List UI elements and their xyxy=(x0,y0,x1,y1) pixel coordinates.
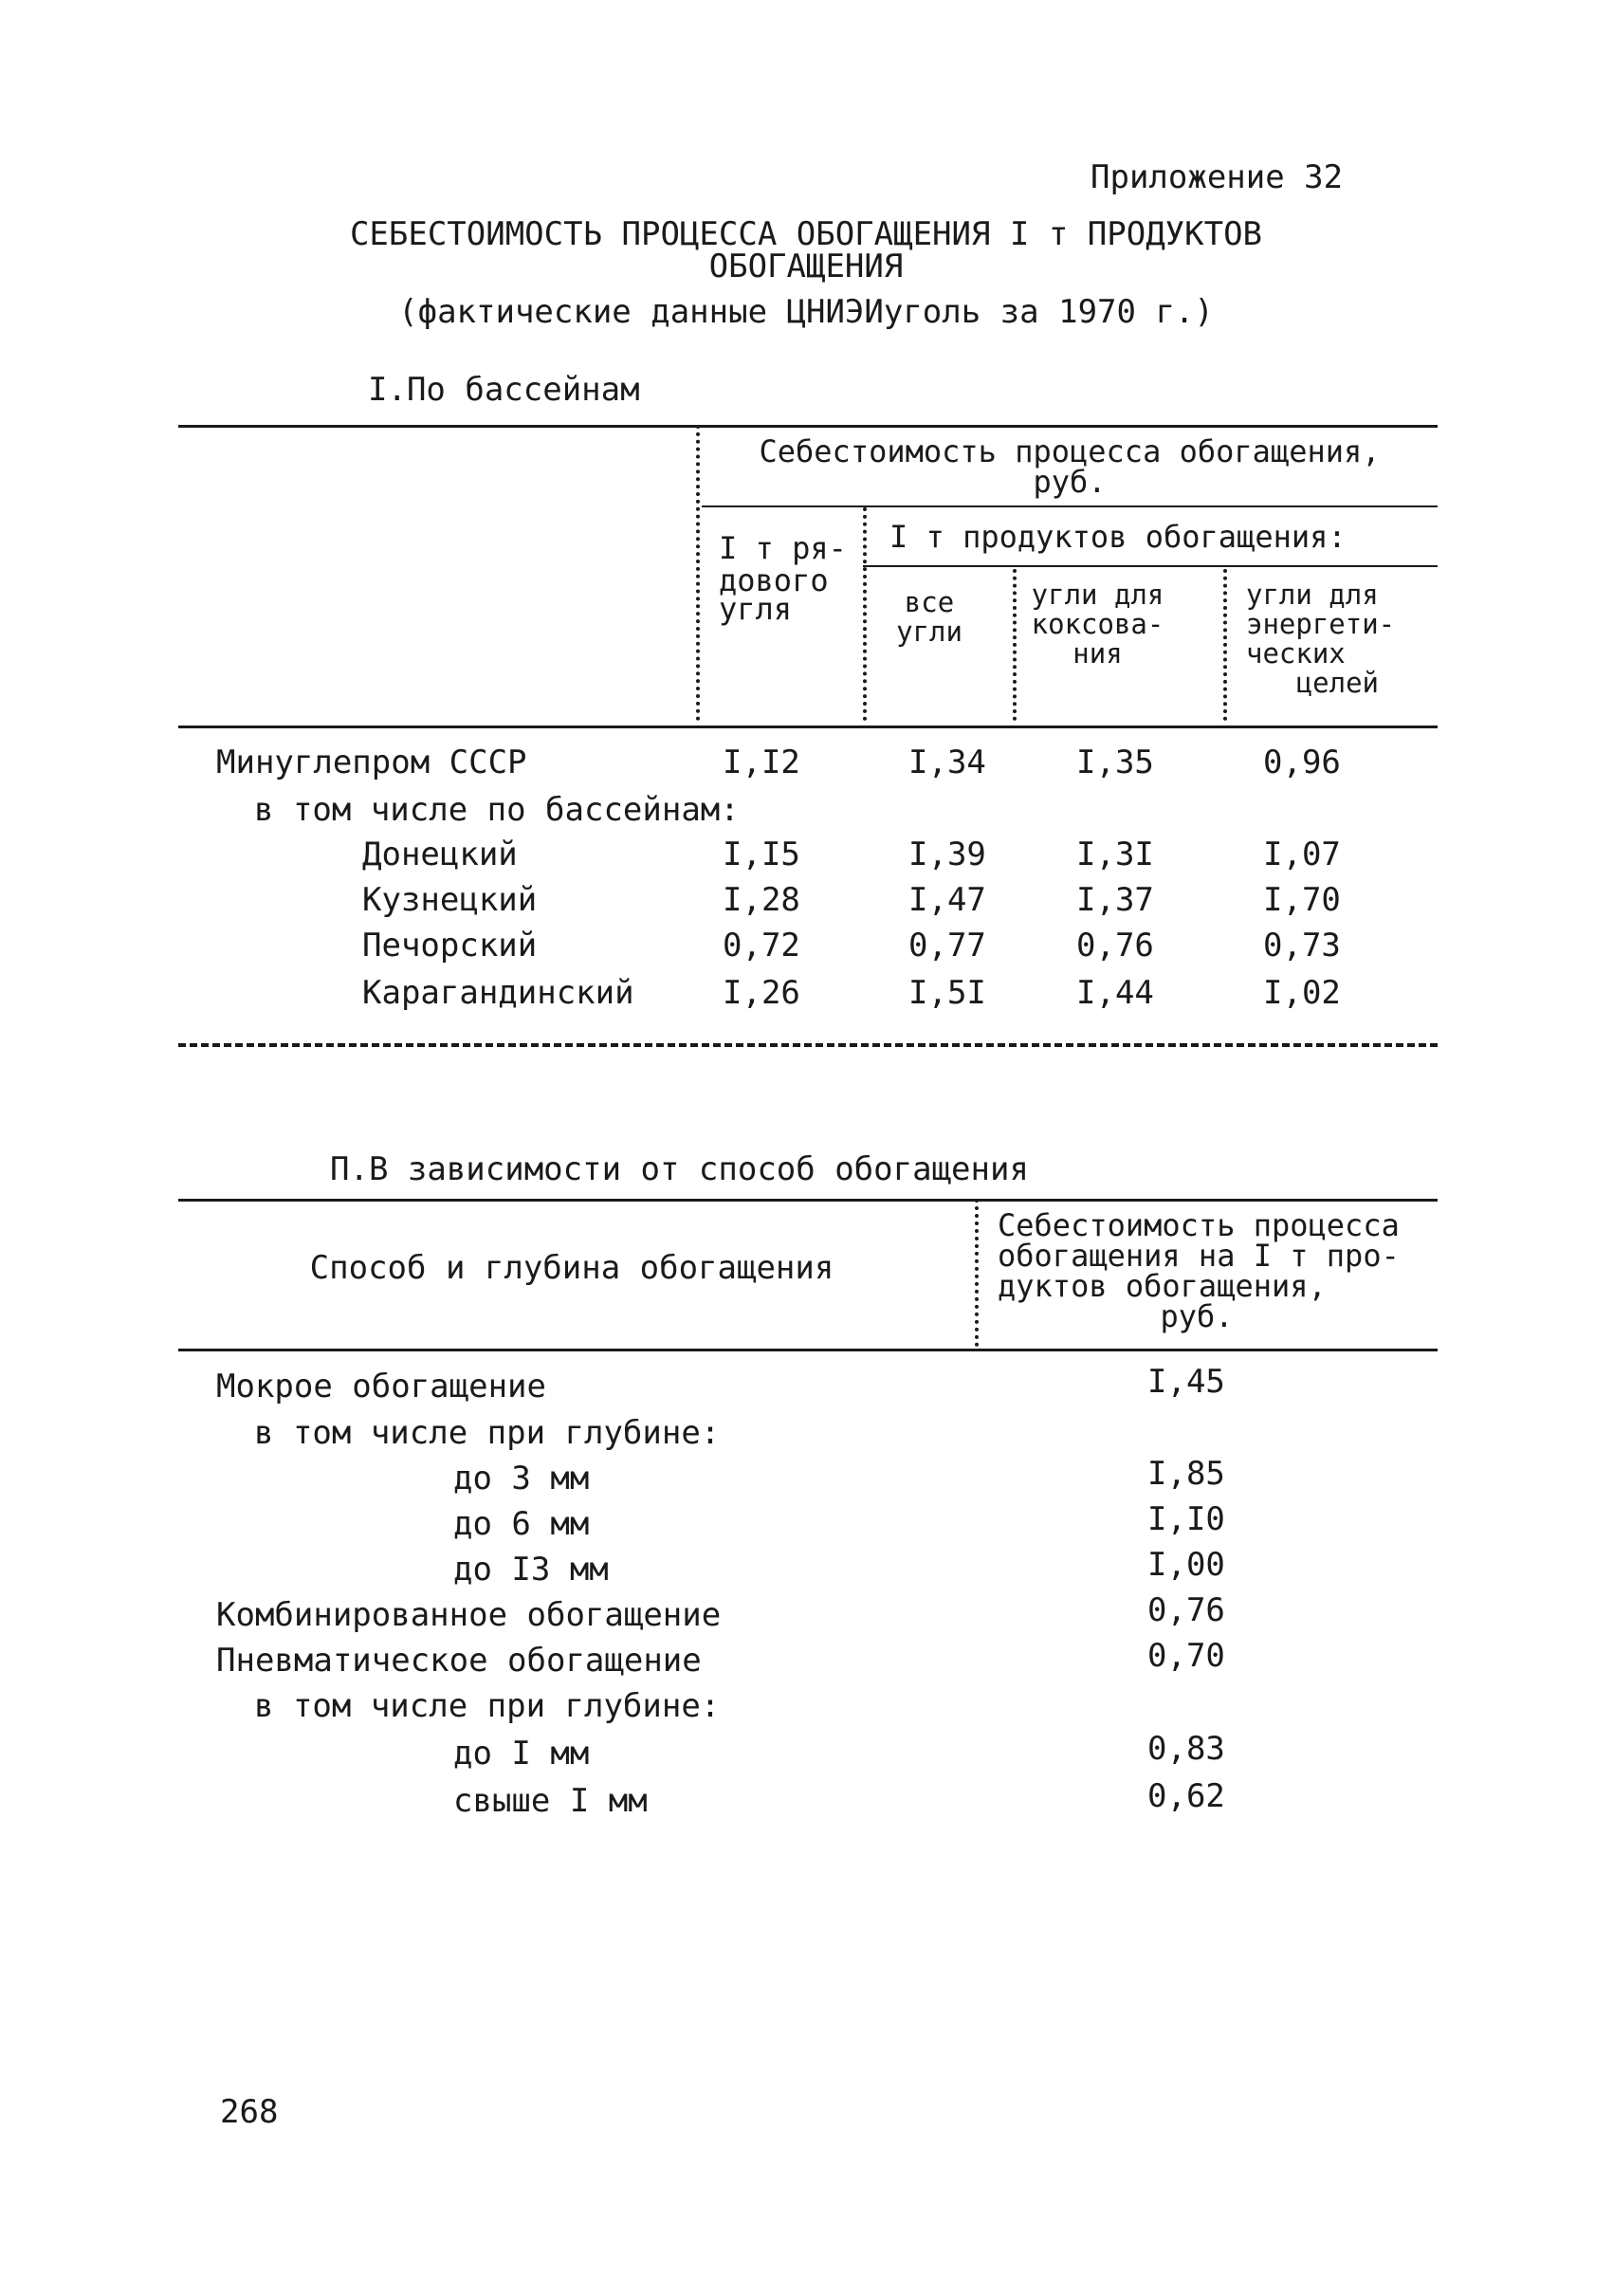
table1-separator-3 xyxy=(1013,569,1017,721)
table2-cell: 0,76 xyxy=(1147,1591,1225,1629)
table1-separator-4 xyxy=(1223,569,1227,721)
table1-header-rule-1 xyxy=(702,505,1438,507)
table1-cell: I,02 xyxy=(1263,974,1341,1012)
table1-cell: I,07 xyxy=(1263,836,1341,873)
page-title-line1: СЕБЕСТОИМОСТЬ ПРОЦЕССА ОБОГАЩЕНИЯ I т ПРОДУКТОВ xyxy=(349,215,1263,253)
table1-separator-2 xyxy=(863,507,867,721)
appendix-label: Приложение 32 xyxy=(1091,158,1344,196)
table2-row-name: Мокрое обогащение xyxy=(216,1368,546,1405)
table1-row-name: Карагандинский xyxy=(362,974,634,1012)
table1-cell: I,35 xyxy=(1076,744,1154,781)
table1-bottom-dashed-rule xyxy=(178,1043,1438,1047)
page-title-line2: ОБОГАЩЕНИЯ xyxy=(708,248,904,285)
table1-col-coking-line1: угли для xyxy=(1031,579,1164,611)
table1-cell: I,5I xyxy=(908,974,986,1012)
table1-col-raw-line3: угля xyxy=(719,591,793,627)
table2-row-name: до 3 мм xyxy=(453,1460,590,1497)
table1-cell: I,70 xyxy=(1263,881,1341,919)
table2-cell: I,I0 xyxy=(1147,1500,1225,1538)
table1-top-rule xyxy=(178,425,1438,428)
table1-cell: 0,76 xyxy=(1076,927,1154,964)
table1-row-name: Печорский xyxy=(362,927,538,964)
table1-cell: I,I5 xyxy=(723,836,800,873)
table2-col-cost-line1: Себестоимость процесса xyxy=(998,1207,1400,1243)
table2-separator xyxy=(975,1199,979,1347)
table1-col-energy-line3: ческих xyxy=(1246,637,1346,670)
table1-cell: 0,72 xyxy=(723,927,800,964)
table2-row-name: свыше I мм xyxy=(453,1782,648,1820)
table1-col-energy-line2: энергети- xyxy=(1246,608,1396,640)
section2-heading: П.В зависимости от способ обогащения xyxy=(330,1150,1029,1188)
table1-col-products: I т продуктов обогащения: xyxy=(889,519,1347,555)
table2-row-name: Пневматическое обогащение xyxy=(216,1642,702,1680)
table1-cell: 0,77 xyxy=(908,927,986,964)
table1-row-name: в том числе по бассейнам: xyxy=(254,791,740,829)
page-number: 268 xyxy=(220,2093,279,2131)
table1-row-name: Кузнецкий xyxy=(362,881,538,919)
table1-col-coking-line2: коксова- xyxy=(1031,608,1164,640)
table1-cell: I,28 xyxy=(723,881,800,919)
table2-row-name: до 6 мм xyxy=(453,1505,590,1543)
table1-cell: I,I2 xyxy=(723,744,800,781)
table2-row-name: до I3 мм xyxy=(453,1551,609,1589)
table1-row-name: Минуглепром СССР xyxy=(216,744,527,781)
table2-row-name: Комбинированное обогащение xyxy=(216,1596,722,1634)
table2-col-cost-line4: руб. xyxy=(1160,1298,1234,1334)
table2-top-rule xyxy=(178,1199,1438,1202)
table1-cell: 0,73 xyxy=(1263,927,1341,964)
page-subtitle: (фактические данные ЦНИЭИуголь за 1970 г.) xyxy=(398,293,1214,331)
table1-cell: I,37 xyxy=(1076,881,1154,919)
table1-header-bottom-rule xyxy=(178,726,1438,728)
table2-col-cost-line3: дуктов обогащения, xyxy=(998,1268,1327,1304)
table1-col-all-line2: угли xyxy=(896,615,962,648)
table2-cell: 0,62 xyxy=(1147,1777,1225,1815)
table1-cell: I,34 xyxy=(908,744,986,781)
table1-col-raw-line1: I т ря- xyxy=(719,530,847,566)
table1-cell: I,3I xyxy=(1076,836,1154,873)
table2-cell: I,00 xyxy=(1147,1546,1225,1584)
table1-cell: I,44 xyxy=(1076,974,1154,1012)
table2-cell: I,85 xyxy=(1147,1455,1225,1493)
table1-col-raw-line2: дового xyxy=(719,562,829,598)
table1-separator-1 xyxy=(696,425,700,721)
table1-header-rule-2 xyxy=(863,565,1438,567)
table2-col-method: Способ и глубина обогащения xyxy=(309,1249,834,1287)
table2-col-cost-line2: обогащения на I т про- xyxy=(998,1238,1400,1274)
table1-col-energy-line4: целей xyxy=(1295,667,1379,699)
table1-col-coking-line3: ния xyxy=(1072,637,1123,670)
table2-cell: 0,70 xyxy=(1147,1637,1225,1675)
table1-col-energy-line1: угли для xyxy=(1246,579,1379,611)
table2-row-name: в том числе при глубине: xyxy=(254,1687,721,1725)
table2-row-name: до I мм xyxy=(453,1735,590,1773)
table2-row-name: в том числе при глубине: xyxy=(254,1414,721,1452)
table1-cell: 0,96 xyxy=(1263,744,1341,781)
table1-header-main-line2: руб. xyxy=(1033,464,1107,500)
table2-cell: 0,83 xyxy=(1147,1730,1225,1768)
table1-cell: I,39 xyxy=(908,836,986,873)
section1-heading: I.По бассейнам xyxy=(368,371,640,409)
table1-col-all-line1: все xyxy=(904,586,955,618)
table1-header-main-line1: Себестоимость процесса обогащения, xyxy=(759,433,1381,469)
table2-header-bottom-rule xyxy=(178,1349,1438,1351)
table2-cell: I,45 xyxy=(1147,1363,1225,1401)
table1-row-name: Донецкий xyxy=(362,836,518,873)
table1-cell: I,26 xyxy=(723,974,800,1012)
table1-cell: I,47 xyxy=(908,881,986,919)
